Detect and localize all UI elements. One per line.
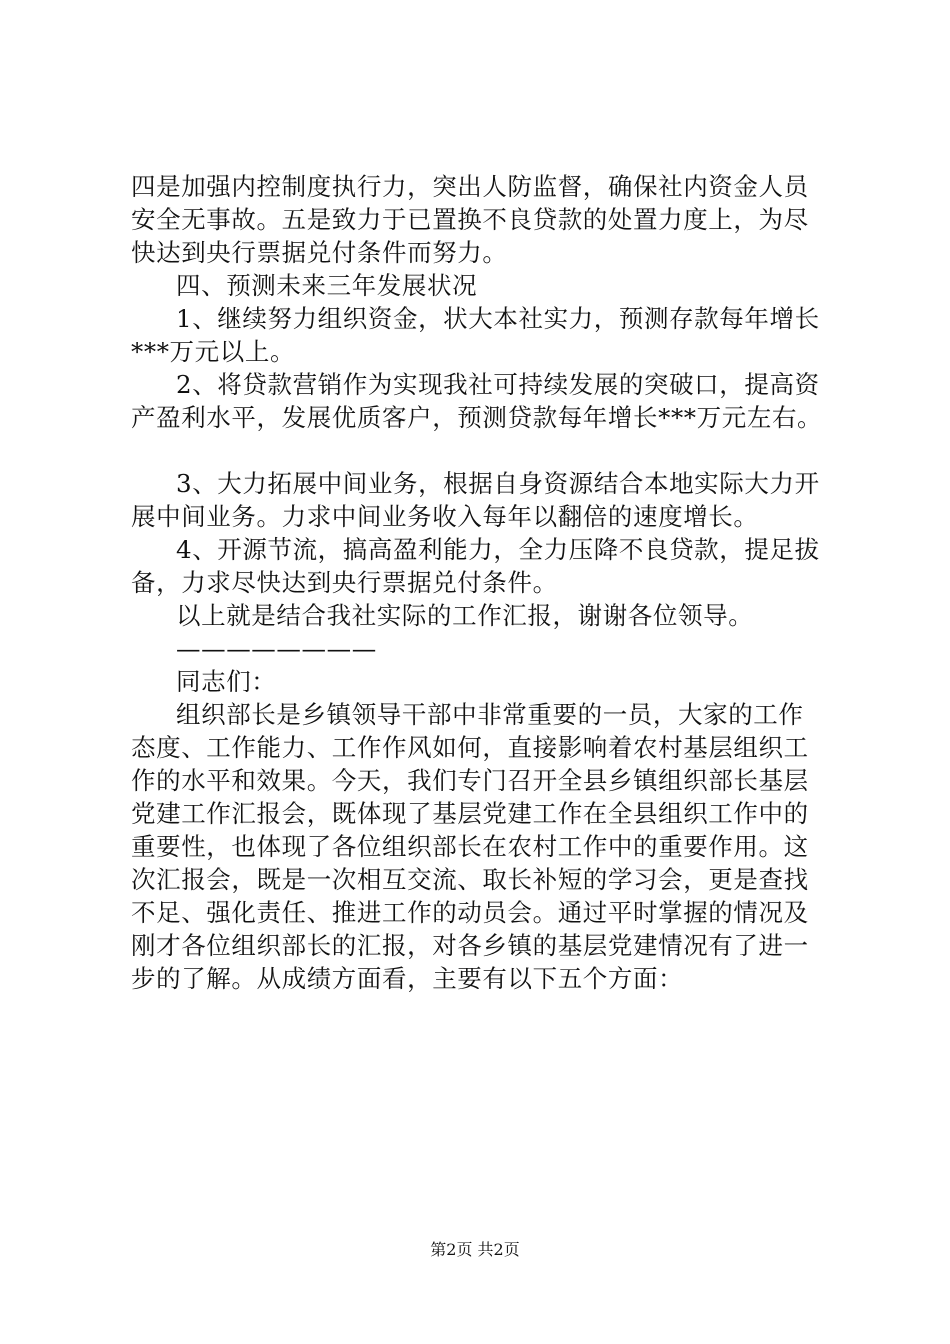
text-line: 3、大力拓展中间业务，根据自身资源结合本地实际大力开	[176, 469, 820, 498]
document-body	[131, 170, 831, 995]
text-line: 不足、强化责任、推进工作的动员会。通过平时掌握的情况及	[131, 898, 809, 927]
text-line: 次汇报会，既是一次相互交流、取长补短的学习会，更是查找	[131, 865, 809, 894]
text-line: 重要性，也体现了各位组织部长在农村工作中的重要作用。这	[131, 832, 809, 861]
text-line: 步的了解。从成绩方面看，主要有以下五个方面：	[131, 964, 684, 993]
text-line: 4、开源节流，搞高盈利能力，全力压降不良贷款，提足拔	[176, 535, 820, 564]
text-line: 2、将贷款营销作为实现我社可持续发展的突破口，提高资	[176, 370, 820, 399]
page-number-footer: 第2页 共2页	[430, 1240, 520, 1259]
text-line: 产盈利水平，发展优质客户，预测贷款每年增长***万元左右。	[131, 403, 823, 432]
text-line: 1、继续努力组织资金，状大本社实力，预测存款每年增长	[176, 304, 820, 333]
text-line: 党建工作汇报会，既体现了基层党建工作在全县组织工作中的	[131, 799, 809, 828]
text-line: 作的水平和效果。今天，我们专门召开全县乡镇组织部长基层	[131, 766, 809, 795]
section-heading: 四、预测未来三年发展状况	[176, 271, 478, 300]
text-line: 备，力求尽快达到央行票据兑付条件。	[131, 568, 558, 597]
text-line: 展中间业务。力求中间业务收入每年以翻倍的速度增长。	[131, 502, 759, 531]
separator-line: ————————	[176, 634, 377, 663]
text-line: 快达到央行票据兑付条件而努力。	[131, 238, 508, 267]
text-line: 四是加强内控制度执行力，突出人防监督，确保社内资金人员	[131, 172, 809, 201]
text-line: 刚才各位组织部长的汇报，对各乡镇的基层党建情况有了进一	[131, 931, 809, 960]
blank-line	[131, 434, 831, 467]
text-line: 态度、工作能力、工作作风如何，直接影响着农村基层组织工	[131, 733, 809, 762]
text-line: 组织部长是乡镇领导干部中非常重要的一员，大家的工作	[176, 700, 804, 729]
salutation: 同志们：	[176, 667, 277, 696]
text-line: 以上就是结合我社实际的工作汇报，谢谢各位领导。	[176, 601, 754, 630]
text-line: 安全无事故。五是致力于已置换不良贷款的处置力度上，为尽	[131, 205, 809, 234]
text-line: ***万元以上。	[131, 337, 296, 366]
